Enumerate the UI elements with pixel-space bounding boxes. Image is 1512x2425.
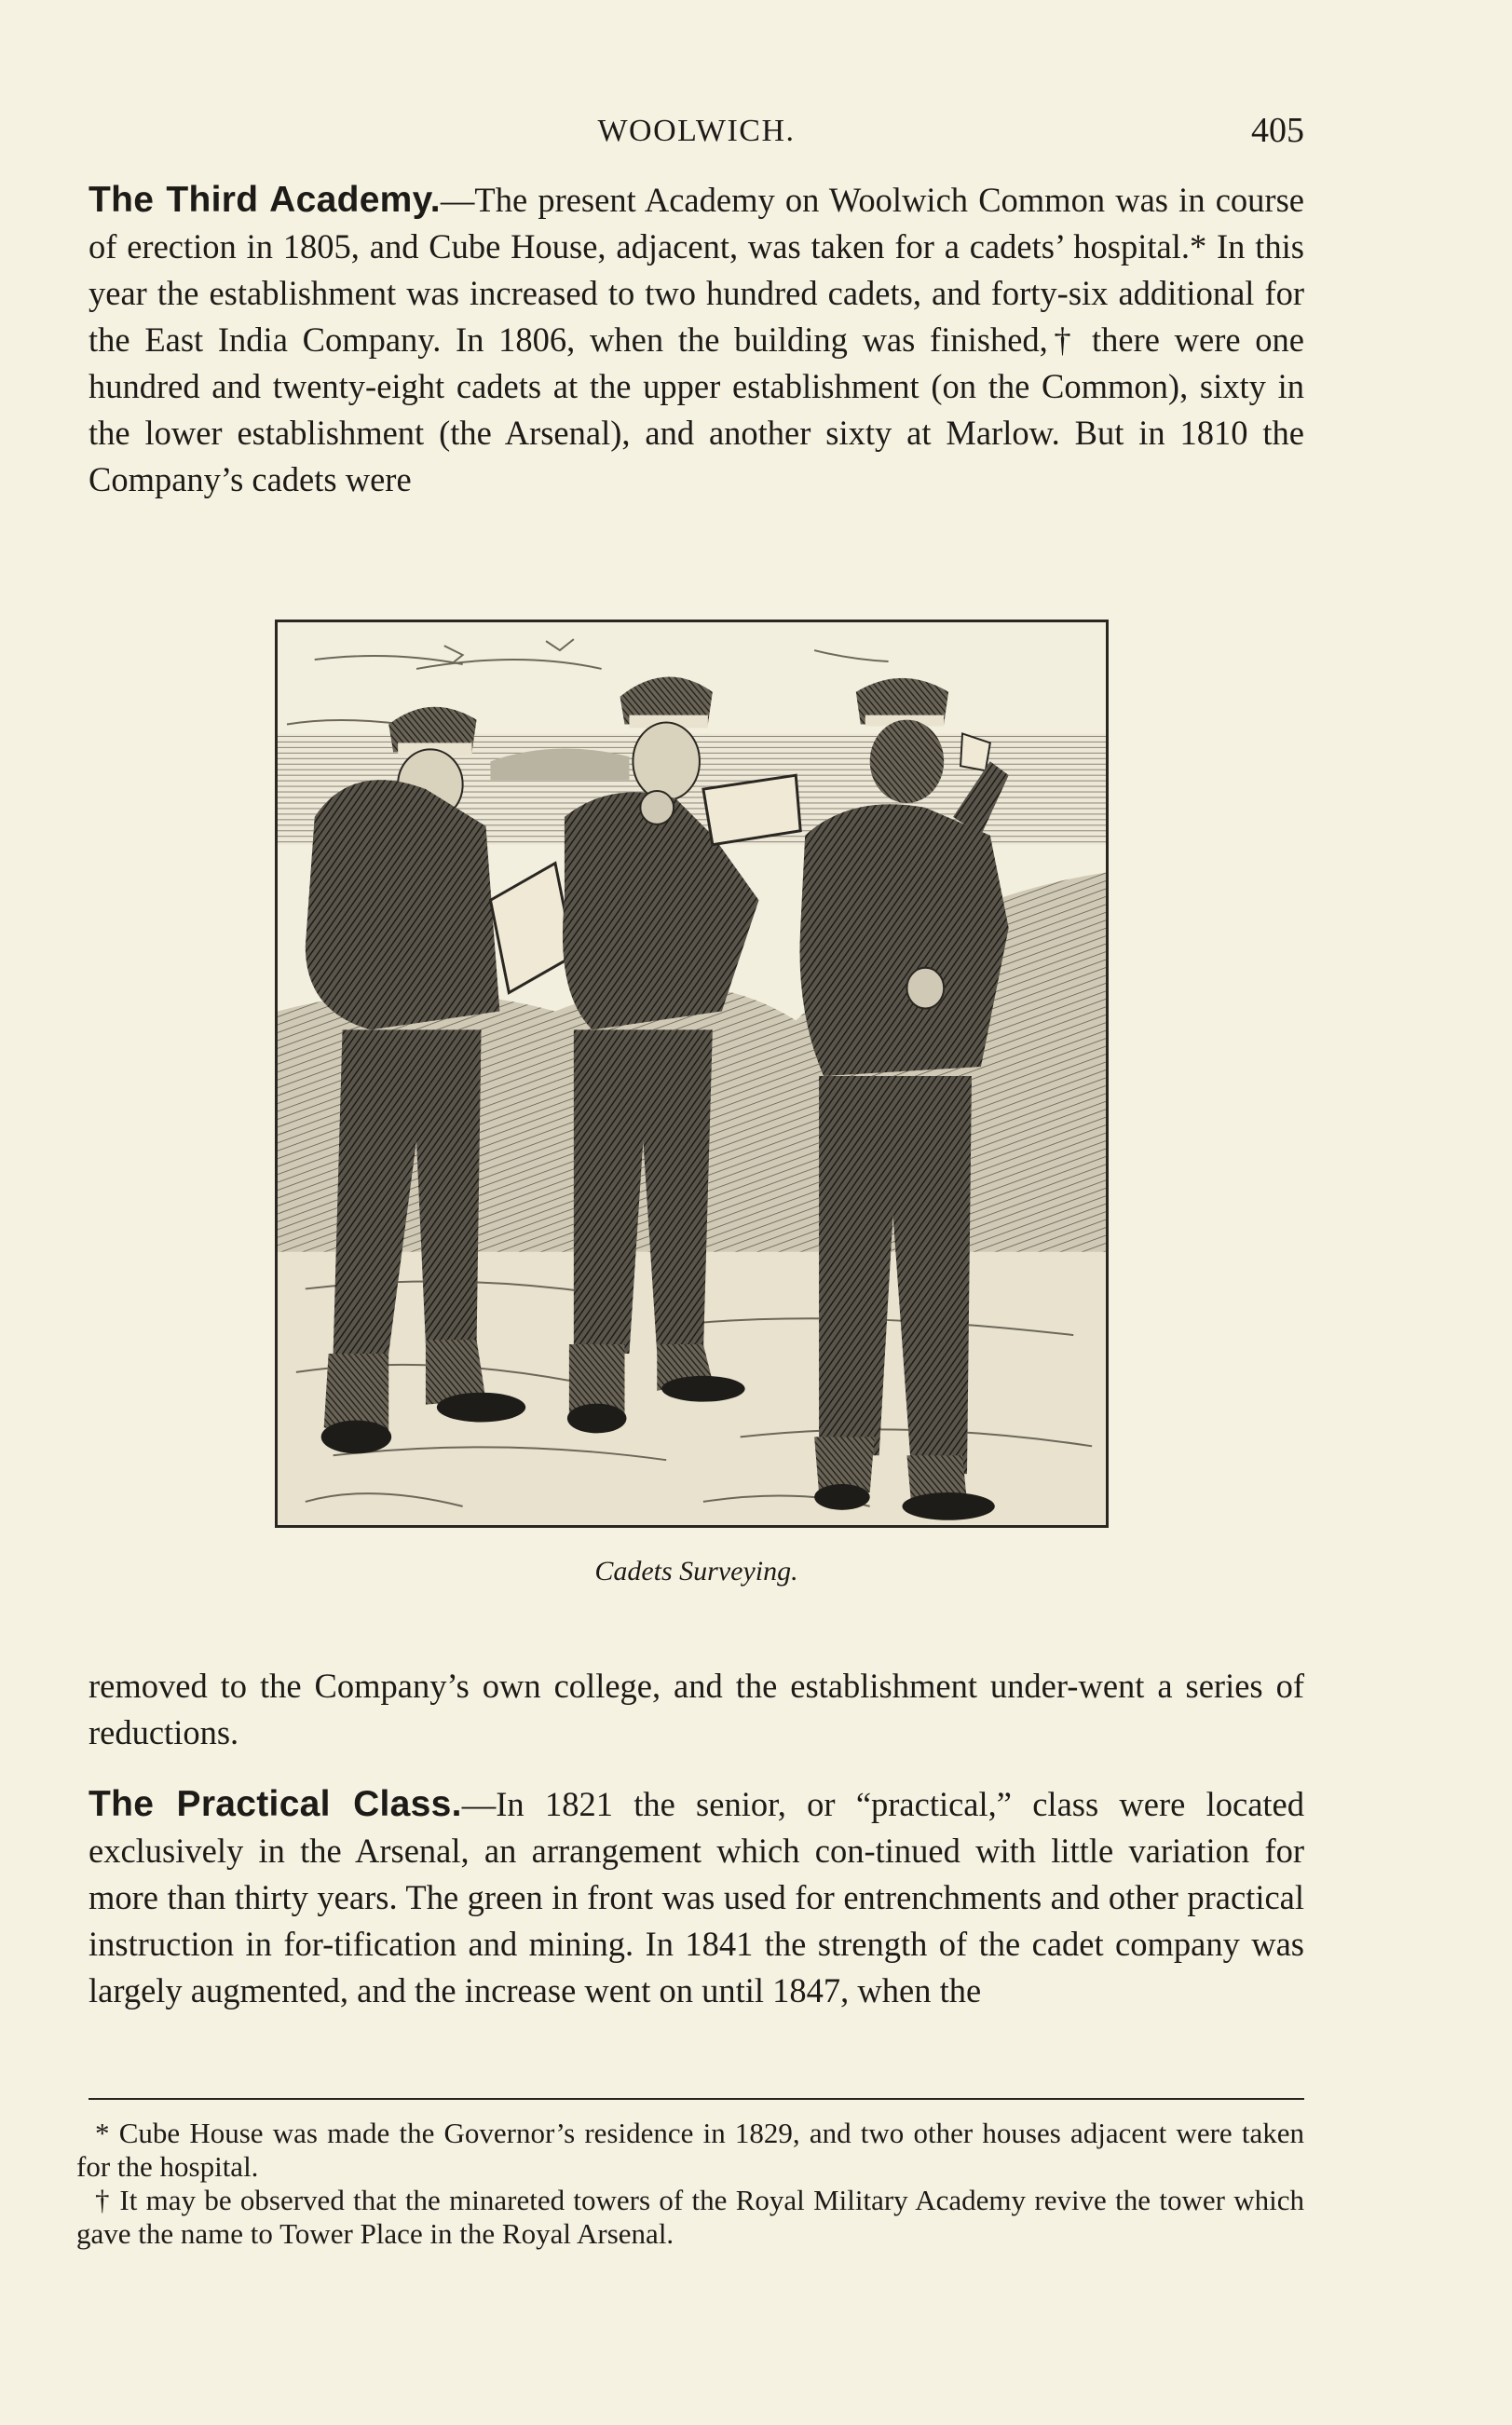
engraving-drawing [278,622,1106,1525]
footnote-rule [89,2098,1304,2100]
figure-caption: Cadets Surveying. [594,1556,798,1587]
paragraph-text: —In 1821 the senior, or “practical,” class were located exclusively in the Arsenal, an arrangement which con-tinued with little variation for more than thirty years. The green in front was used for entrenchments and other practical instruction in for-tification and mining. In 1841 the strength of the cadet company was largely augmented, and the increase went on until 1847, when the [89,1785,1304,2009]
page-number: 405 [1251,111,1304,150]
section-lead-practical-class: The Practical Class. [89,1784,462,1824]
paragraph-third-academy [89,177,1304,503]
running-title: WOOLWICH. [597,114,796,148]
engraving-illustration [275,620,1109,1528]
paragraph-practical-class [89,1781,1304,2014]
section-lead-third-academy: The Third Academy. [89,180,441,220]
sky-strokes [287,639,889,726]
running-head [89,110,1304,157]
paragraph-continued: removed to the Company’s own college, and the establishment under-went a series of reductions. [89,1667,1304,1751]
footnote-1: * Cube House was made the Governor’s residence in 1829, and two other houses adjacent were taken for the hospital. [76,2117,1304,2183]
paragraph-text: —The present Academy on Woolwich Common was in course of erection in 1805, and Cube House, adjacent, was taken for a cadets’ hospital.* In this year the establishment was increased to two hundred cadets, and forty-six additional for the East India Company. In 1806, when the building was finished,† there were one hundred and twenty-eight cadets at the upper establishment (on the Common), sixty in the lower establishment (the Arsenal), and another sixty at Marlow. But in 1810 the Company’s cadets were [89,181,1304,498]
footnotes [76,2117,1304,2251]
footnote-2: † It may be observed that the minareted towers of the Royal Military Academy revive the tower which gave the name to Tower Place in the Royal Arsenal. [76,2184,1304,2250]
